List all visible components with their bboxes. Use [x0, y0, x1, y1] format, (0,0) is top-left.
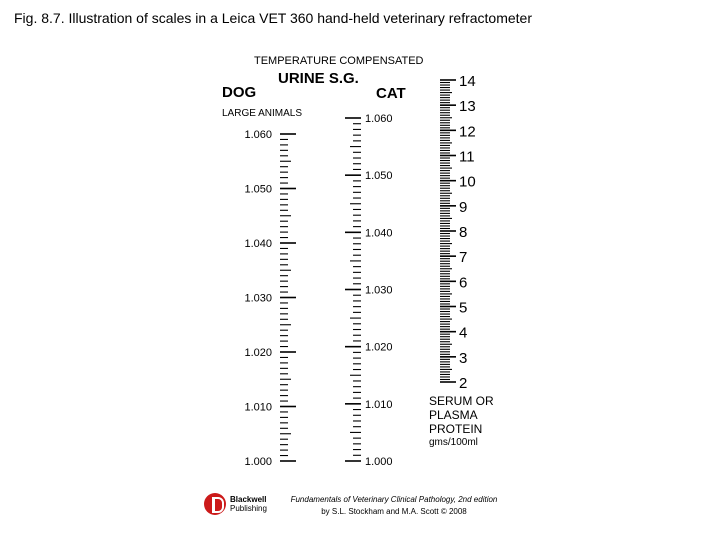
cat-scale-label: 1.010 — [365, 398, 393, 411]
cat-scale — [345, 113, 393, 468]
protein-scale-label: 14 — [459, 73, 476, 90]
urine-sg-title: URINE S.G. — [278, 70, 359, 87]
cat-scale-label: 1.060 — [365, 113, 393, 125]
cat-scale-label: 1.030 — [365, 284, 393, 297]
dog-scale-label: 1.030 — [244, 292, 272, 305]
protein-unit: gms/100ml — [429, 437, 478, 448]
protein-scale-label: 3 — [459, 349, 468, 367]
protein-title-line-2: PLASMA — [429, 408, 478, 422]
blackwell-logo-icon — [204, 493, 226, 515]
book-title: Fundamentals of Veterinary Clinical Pathology, 2nd edition — [290, 495, 498, 504]
dog-scale-label: 1.000 — [244, 456, 272, 468]
publisher-logo — [204, 493, 267, 515]
protein-scale-label: 4 — [459, 324, 468, 342]
protein-scale — [440, 73, 476, 392]
cat-scale-label: 1.050 — [365, 170, 393, 183]
dog-scale-label: 1.050 — [244, 183, 272, 196]
protein-scale-label: 7 — [459, 249, 468, 267]
cat-scale-label: 1.000 — [365, 456, 393, 468]
protein-scale-label: 8 — [459, 224, 468, 241]
protein-scale-label: 10 — [459, 173, 476, 191]
dog-scale — [244, 129, 296, 468]
dog-sublabel: LARGE ANIMALS — [222, 108, 303, 119]
footer-credit — [276, 494, 512, 518]
publisher-subname: Publishing — [230, 504, 267, 513]
protein-scale-label: 6 — [459, 274, 468, 292]
protein-scale-label: 12 — [459, 123, 476, 141]
protein-title-line-1: SERUM OR — [429, 394, 494, 408]
dog-scale-label: 1.060 — [244, 129, 272, 141]
cat-scale-label: 1.020 — [365, 341, 393, 354]
cat-scale-label: 1.040 — [365, 227, 393, 240]
book-authors: by S.L. Stockham and M.A. Scott © 2008 — [321, 507, 467, 516]
protein-scale-label: 2 — [459, 375, 468, 392]
protein-title-line-3: PROTEIN — [429, 422, 483, 436]
protein-scale-label: 9 — [459, 198, 468, 216]
protein-scale-label: 5 — [459, 299, 468, 317]
publisher-name: Blackwell — [230, 495, 267, 504]
protein-scale-label: 11 — [459, 148, 475, 166]
cat-label: CAT — [376, 85, 406, 102]
dog-scale-label: 1.010 — [244, 401, 272, 414]
protein-scale-label: 13 — [459, 98, 476, 116]
dog-scale-label: 1.040 — [244, 238, 272, 250]
figure-caption: Fig. 8.7. Illustration of scales in a Leica VET 360 hand-held veterinary refractometer — [14, 10, 533, 26]
dog-scale-label: 1.020 — [244, 347, 272, 359]
temperature-compensated-label: TEMPERATURE COMPENSATED — [254, 55, 424, 67]
dog-label: DOG — [222, 84, 257, 101]
